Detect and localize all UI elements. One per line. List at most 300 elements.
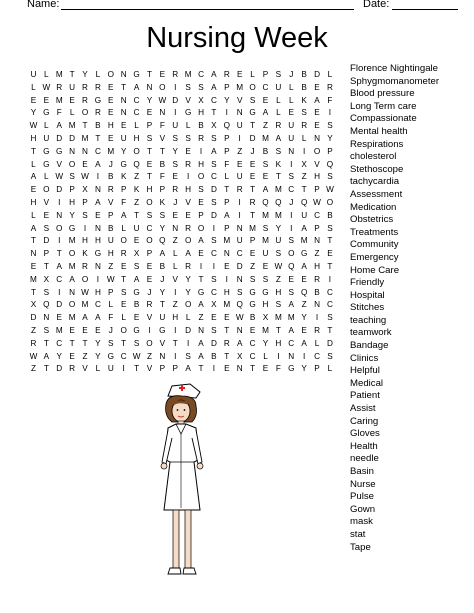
- grid-letter[interactable]: E: [224, 261, 230, 271]
- grid-letter[interactable]: M: [184, 70, 192, 79]
- grid-letter[interactable]: M: [262, 236, 269, 246]
- grid-letter[interactable]: I: [186, 338, 190, 348]
- grid-letter[interactable]: T: [30, 287, 36, 297]
- grid-letter[interactable]: H: [107, 121, 114, 131]
- grid-letter[interactable]: G: [133, 325, 140, 335]
- grid-letter[interactable]: S: [288, 236, 294, 246]
- grid-letter[interactable]: R: [185, 261, 192, 271]
- grid-letter[interactable]: O: [249, 82, 256, 92]
- grid-letter[interactable]: O: [120, 325, 127, 335]
- grid-letter[interactable]: E: [172, 172, 178, 182]
- grid-letter[interactable]: E: [211, 313, 217, 323]
- grid-letter[interactable]: T: [327, 261, 333, 271]
- grid-letter[interactable]: K: [275, 159, 282, 169]
- grid-letter[interactable]: B: [301, 82, 307, 92]
- grid-letter[interactable]: X: [43, 274, 50, 284]
- grid-letter[interactable]: M: [68, 261, 76, 271]
- grid-letter[interactable]: L: [224, 172, 230, 182]
- grid-letter[interactable]: E: [262, 261, 269, 271]
- grid-letter[interactable]: L: [172, 261, 178, 271]
- grid-letter[interactable]: S: [288, 172, 294, 182]
- grid-letter[interactable]: T: [121, 82, 127, 92]
- grid-letter[interactable]: S: [43, 287, 50, 297]
- grid-letter[interactable]: E: [30, 261, 37, 271]
- grid-letter[interactable]: E: [82, 159, 88, 169]
- grid-letter[interactable]: M: [287, 313, 295, 323]
- grid-letter[interactable]: M: [223, 236, 231, 246]
- grid-letter[interactable]: B: [108, 172, 114, 182]
- grid-letter[interactable]: E: [185, 146, 191, 156]
- grid-letter[interactable]: R: [172, 70, 179, 79]
- grid-letter[interactable]: Y: [69, 210, 75, 220]
- grid-letter[interactable]: H: [198, 108, 204, 118]
- grid-letter[interactable]: I: [174, 287, 177, 297]
- grid-letter[interactable]: Z: [314, 249, 320, 259]
- grid-letter[interactable]: N: [236, 108, 243, 118]
- grid-letter[interactable]: Q: [275, 197, 282, 207]
- grid-letter[interactable]: P: [198, 210, 204, 220]
- grid-letter[interactable]: T: [43, 364, 49, 374]
- grid-letter[interactable]: L: [31, 210, 36, 220]
- grid-letter[interactable]: E: [108, 108, 114, 118]
- grid-letter[interactable]: G: [68, 223, 76, 233]
- grid-letter[interactable]: Z: [301, 172, 307, 182]
- grid-letter[interactable]: R: [223, 338, 230, 348]
- grid-letter[interactable]: E: [224, 313, 230, 323]
- grid-letter[interactable]: E: [314, 121, 320, 131]
- grid-letter[interactable]: Y: [185, 274, 191, 284]
- grid-letter[interactable]: P: [159, 185, 166, 195]
- grid-letter[interactable]: Y: [275, 223, 282, 233]
- grid-letter[interactable]: E: [95, 210, 101, 220]
- grid-letter[interactable]: L: [31, 82, 36, 92]
- grid-letter[interactable]: I: [186, 172, 190, 182]
- grid-letter[interactable]: J: [160, 274, 165, 284]
- grid-letter[interactable]: U: [69, 82, 76, 92]
- grid-letter[interactable]: E: [198, 197, 204, 207]
- grid-letter[interactable]: T: [69, 70, 75, 79]
- grid-letter[interactable]: K: [82, 249, 88, 259]
- grid-letter[interactable]: G: [249, 300, 256, 310]
- grid-letter[interactable]: T: [43, 338, 49, 348]
- grid-letter[interactable]: G: [133, 287, 140, 297]
- grid-letter[interactable]: S: [275, 70, 282, 79]
- grid-letter[interactable]: A: [30, 223, 37, 233]
- grid-letter[interactable]: A: [262, 185, 269, 195]
- grid-letter[interactable]: S: [262, 274, 269, 284]
- grid-letter[interactable]: V: [185, 95, 191, 105]
- grid-letter[interactable]: T: [250, 121, 256, 131]
- grid-letter[interactable]: O: [159, 82, 166, 92]
- grid-letter[interactable]: N: [82, 146, 88, 156]
- grid-letter[interactable]: D: [236, 261, 243, 271]
- grid-letter[interactable]: E: [30, 95, 37, 105]
- grid-letter[interactable]: A: [82, 313, 88, 323]
- grid-letter[interactable]: E: [82, 325, 88, 335]
- grid-letter[interactable]: T: [159, 146, 165, 156]
- grid-letter[interactable]: Y: [159, 223, 166, 233]
- grid-letter[interactable]: M: [249, 223, 256, 233]
- grid-letter[interactable]: T: [134, 364, 140, 374]
- grid-letter[interactable]: N: [223, 249, 230, 259]
- grid-letter[interactable]: E: [236, 70, 243, 79]
- grid-letter[interactable]: O: [313, 146, 321, 156]
- grid-letter[interactable]: F: [159, 121, 165, 131]
- grid-letter[interactable]: I: [174, 351, 177, 361]
- grid-letter[interactable]: X: [301, 159, 307, 169]
- grid-letter[interactable]: T: [159, 300, 165, 310]
- grid-letter[interactable]: Z: [172, 300, 178, 310]
- grid-letter[interactable]: O: [146, 236, 153, 246]
- grid-letter[interactable]: U: [133, 223, 140, 233]
- grid-letter[interactable]: N: [314, 300, 320, 310]
- grid-letter[interactable]: R: [56, 82, 63, 92]
- grid-letter[interactable]: E: [120, 121, 127, 131]
- name-field[interactable]: [61, 9, 354, 10]
- grid-letter[interactable]: M: [107, 146, 115, 156]
- grid-letter[interactable]: U: [107, 236, 114, 246]
- grid-letter[interactable]: P: [159, 364, 166, 374]
- grid-letter[interactable]: A: [120, 210, 127, 220]
- grid-letter[interactable]: S: [198, 185, 204, 195]
- grid-letter[interactable]: E: [120, 261, 127, 271]
- grid-letter[interactable]: I: [225, 108, 228, 118]
- grid-letter[interactable]: O: [146, 338, 153, 348]
- grid-letter[interactable]: I: [315, 313, 319, 323]
- grid-letter[interactable]: E: [159, 70, 166, 79]
- date-field[interactable]: [392, 9, 458, 10]
- grid-letter[interactable]: S: [327, 351, 333, 361]
- grid-letter[interactable]: S: [275, 146, 282, 156]
- grid-letter[interactable]: D: [56, 300, 63, 310]
- grid-letter[interactable]: R: [314, 325, 320, 335]
- grid-letter[interactable]: H: [133, 133, 140, 143]
- grid-letter[interactable]: O: [197, 172, 205, 182]
- grid-letter[interactable]: R: [82, 95, 88, 105]
- grid-letter[interactable]: R: [120, 249, 127, 259]
- grid-letter[interactable]: L: [172, 249, 178, 259]
- grid-letter[interactable]: J: [250, 146, 255, 156]
- grid-letter[interactable]: O: [43, 185, 50, 195]
- grid-letter[interactable]: A: [224, 210, 230, 220]
- grid-letter[interactable]: E: [69, 95, 75, 105]
- grid-letter[interactable]: T: [327, 325, 333, 335]
- grid-letter[interactable]: B: [95, 121, 101, 131]
- grid-letter[interactable]: P: [314, 223, 320, 233]
- grid-letter[interactable]: S: [301, 108, 307, 118]
- grid-letter[interactable]: Z: [198, 313, 204, 323]
- grid-letter[interactable]: J: [289, 70, 294, 79]
- grid-letter[interactable]: D: [69, 133, 76, 143]
- grid-letter[interactable]: A: [314, 95, 320, 105]
- grid-letter[interactable]: L: [44, 172, 49, 182]
- grid-letter[interactable]: C: [133, 108, 140, 118]
- grid-letter[interactable]: E: [262, 172, 269, 182]
- grid-letter[interactable]: G: [94, 249, 102, 259]
- grid-letter[interactable]: H: [94, 236, 101, 246]
- grid-letter[interactable]: U: [236, 236, 243, 246]
- grid-letter[interactable]: T: [82, 338, 88, 348]
- grid-letter[interactable]: M: [81, 133, 89, 143]
- grid-letter[interactable]: U: [275, 236, 282, 246]
- grid-letter[interactable]: I: [238, 197, 241, 207]
- grid-letter[interactable]: E: [146, 108, 153, 118]
- grid-letter[interactable]: T: [56, 249, 62, 259]
- grid-letter[interactable]: I: [174, 108, 177, 118]
- grid-letter[interactable]: O: [146, 197, 153, 207]
- grid-letter[interactable]: S: [133, 261, 140, 271]
- grid-letter[interactable]: D: [210, 185, 217, 195]
- grid-letter[interactable]: G: [262, 287, 269, 297]
- grid-letter[interactable]: U: [288, 121, 295, 131]
- grid-letter[interactable]: T: [43, 261, 49, 271]
- grid-letter[interactable]: A: [69, 274, 75, 284]
- grid-letter[interactable]: L: [288, 95, 294, 105]
- grid-letter[interactable]: Y: [120, 146, 127, 156]
- grid-letter[interactable]: C: [314, 210, 320, 220]
- grid-letter[interactable]: E: [95, 325, 101, 335]
- grid-letter[interactable]: I: [122, 364, 125, 374]
- grid-letter[interactable]: U: [236, 121, 243, 131]
- grid-letter[interactable]: L: [134, 121, 139, 131]
- grid-letter[interactable]: S: [275, 300, 282, 310]
- grid-letter[interactable]: W: [81, 172, 89, 182]
- grid-letter[interactable]: Q: [300, 197, 308, 207]
- grid-letter[interactable]: X: [211, 121, 217, 131]
- grid-letter[interactable]: T: [198, 274, 204, 284]
- grid-letter[interactable]: S: [43, 223, 50, 233]
- grid-letter[interactable]: I: [174, 82, 177, 92]
- grid-letter[interactable]: S: [288, 287, 294, 297]
- grid-letter[interactable]: C: [120, 351, 127, 361]
- grid-letter[interactable]: N: [288, 146, 295, 156]
- grid-letter[interactable]: R: [146, 300, 153, 310]
- grid-letter[interactable]: S: [275, 249, 282, 259]
- grid-letter[interactable]: K: [120, 172, 127, 182]
- grid-letter[interactable]: N: [120, 108, 127, 118]
- grid-letter[interactable]: K: [133, 185, 140, 195]
- grid-letter[interactable]: E: [249, 172, 256, 182]
- grid-letter[interactable]: B: [262, 146, 269, 156]
- grid-letter[interactable]: M: [262, 133, 269, 143]
- grid-letter[interactable]: S: [185, 133, 191, 143]
- grid-letter[interactable]: T: [250, 210, 256, 220]
- grid-letter[interactable]: Q: [133, 159, 140, 169]
- grid-letter[interactable]: R: [223, 70, 230, 79]
- grid-letter[interactable]: H: [275, 338, 282, 348]
- grid-letter[interactable]: O: [68, 249, 76, 259]
- grid-letter[interactable]: Z: [134, 197, 140, 207]
- grid-letter[interactable]: H: [185, 185, 192, 195]
- grid-letter[interactable]: Q: [236, 300, 243, 310]
- grid-letter[interactable]: U: [159, 313, 166, 323]
- grid-letter[interactable]: E: [172, 210, 178, 220]
- grid-letter[interactable]: G: [120, 159, 127, 169]
- grid-letter[interactable]: G: [249, 287, 256, 297]
- grid-letter[interactable]: Y: [301, 313, 307, 323]
- grid-letter[interactable]: S: [211, 197, 217, 207]
- grid-letter[interactable]: G: [249, 108, 256, 118]
- grid-letter[interactable]: S: [211, 274, 217, 284]
- grid-letter[interactable]: R: [30, 338, 37, 348]
- grid-letter[interactable]: T: [327, 236, 333, 246]
- grid-letter[interactable]: V: [146, 364, 153, 374]
- grid-letter[interactable]: Q: [326, 159, 334, 169]
- grid-letter[interactable]: T: [211, 108, 217, 118]
- grid-letter[interactable]: O: [326, 197, 334, 207]
- grid-letter[interactable]: L: [44, 121, 49, 131]
- grid-letter[interactable]: Z: [30, 364, 36, 374]
- grid-letter[interactable]: G: [43, 146, 50, 156]
- grid-letter[interactable]: N: [159, 108, 166, 118]
- grid-letter[interactable]: C: [146, 223, 153, 233]
- grid-letter[interactable]: V: [185, 197, 191, 207]
- grid-letter[interactable]: E: [327, 249, 333, 259]
- grid-letter[interactable]: G: [159, 325, 166, 335]
- grid-letter[interactable]: E: [120, 300, 127, 310]
- grid-letter[interactable]: F: [121, 197, 127, 207]
- grid-letter[interactable]: P: [224, 146, 230, 156]
- grid-letter[interactable]: I: [96, 274, 100, 284]
- grid-letter[interactable]: A: [185, 249, 191, 259]
- grid-letter[interactable]: L: [276, 108, 281, 118]
- grid-letter[interactable]: W: [326, 185, 334, 195]
- grid-letter[interactable]: B: [211, 351, 217, 361]
- grid-letter[interactable]: Y: [95, 351, 101, 361]
- grid-letter[interactable]: X: [198, 95, 204, 105]
- grid-letter[interactable]: D: [185, 325, 192, 335]
- grid-letter[interactable]: Z: [30, 325, 36, 335]
- grid-letter[interactable]: I: [238, 210, 241, 220]
- grid-letter[interactable]: H: [94, 287, 101, 297]
- grid-letter[interactable]: W: [235, 313, 244, 323]
- grid-letter[interactable]: E: [249, 159, 256, 169]
- grid-letter[interactable]: D: [56, 133, 63, 143]
- grid-letter[interactable]: M: [55, 325, 63, 335]
- grid-letter[interactable]: E: [43, 95, 50, 105]
- grid-letter[interactable]: S: [185, 82, 191, 92]
- grid-letter[interactable]: A: [159, 249, 166, 259]
- grid-letter[interactable]: A: [133, 82, 140, 92]
- grid-letter[interactable]: Z: [82, 351, 88, 361]
- grid-letter[interactable]: S: [327, 223, 333, 233]
- grid-letter[interactable]: E: [108, 95, 114, 105]
- grid-letter[interactable]: T: [250, 364, 256, 374]
- grid-letter[interactable]: E: [133, 236, 140, 246]
- grid-letter[interactable]: E: [314, 82, 320, 92]
- grid-letter[interactable]: I: [58, 236, 61, 246]
- grid-letter[interactable]: E: [185, 210, 191, 220]
- grid-letter[interactable]: T: [121, 274, 127, 284]
- grid-letter[interactable]: L: [95, 70, 101, 79]
- grid-letter[interactable]: B: [327, 210, 333, 220]
- grid-letter[interactable]: O: [56, 223, 63, 233]
- grid-letter[interactable]: M: [223, 300, 231, 310]
- grid-letter[interactable]: P: [249, 236, 256, 246]
- grid-letter[interactable]: N: [236, 223, 243, 233]
- grid-letter[interactable]: I: [290, 210, 293, 220]
- grid-letter[interactable]: M: [68, 121, 76, 131]
- grid-letter[interactable]: M: [81, 300, 89, 310]
- grid-letter[interactable]: R: [185, 223, 192, 233]
- grid-letter[interactable]: O: [68, 159, 76, 169]
- grid-letter[interactable]: D: [30, 313, 37, 323]
- grid-letter[interactable]: I: [212, 364, 216, 374]
- grid-letter[interactable]: L: [263, 351, 268, 361]
- grid-letter[interactable]: D: [210, 338, 217, 348]
- grid-letter[interactable]: C: [326, 287, 333, 297]
- grid-letter[interactable]: S: [327, 121, 333, 131]
- grid-letter[interactable]: V: [236, 95, 243, 105]
- grid-letter[interactable]: E: [69, 351, 75, 361]
- grid-letter[interactable]: P: [224, 82, 230, 92]
- grid-letter[interactable]: E: [69, 325, 75, 335]
- grid-letter[interactable]: H: [146, 185, 153, 195]
- grid-letter[interactable]: L: [327, 70, 333, 79]
- grid-letter[interactable]: L: [185, 313, 191, 323]
- grid-letter[interactable]: E: [301, 325, 307, 335]
- grid-letter[interactable]: F: [159, 172, 165, 182]
- grid-letter[interactable]: R: [82, 82, 88, 92]
- grid-letter[interactable]: E: [56, 313, 62, 323]
- grid-letter[interactable]: S: [43, 325, 50, 335]
- grid-letter[interactable]: Y: [172, 146, 178, 156]
- grid-letter[interactable]: I: [199, 146, 203, 156]
- grid-letter[interactable]: R: [301, 121, 308, 131]
- grid-letter[interactable]: Q: [223, 121, 230, 131]
- grid-letter[interactable]: O: [184, 236, 192, 246]
- grid-letter[interactable]: G: [94, 95, 102, 105]
- grid-letter[interactable]: W: [106, 274, 115, 284]
- grid-letter[interactable]: L: [314, 338, 320, 348]
- grid-letter[interactable]: N: [69, 146, 76, 156]
- grid-letter[interactable]: S: [327, 313, 333, 323]
- grid-letter[interactable]: E: [249, 249, 256, 259]
- grid-letter[interactable]: H: [314, 261, 320, 271]
- grid-letter[interactable]: E: [43, 210, 50, 220]
- grid-letter[interactable]: T: [30, 236, 36, 246]
- grid-letter[interactable]: B: [133, 300, 140, 310]
- grid-letter[interactable]: S: [133, 338, 140, 348]
- grid-letter[interactable]: D: [56, 364, 63, 374]
- grid-letter[interactable]: T: [224, 325, 230, 335]
- grid-letter[interactable]: H: [198, 159, 204, 169]
- grid-letter[interactable]: I: [290, 223, 293, 233]
- grid-letter[interactable]: R: [314, 274, 320, 284]
- grid-letter[interactable]: I: [303, 146, 306, 156]
- grid-letter[interactable]: U: [30, 70, 37, 79]
- grid-letter[interactable]: R: [198, 133, 204, 143]
- grid-letter[interactable]: I: [277, 351, 280, 361]
- grid-letter[interactable]: H: [314, 172, 320, 182]
- grid-letter[interactable]: U: [120, 133, 127, 143]
- grid-letter[interactable]: I: [212, 261, 216, 271]
- grid-letter[interactable]: D: [172, 95, 179, 105]
- grid-letter[interactable]: H: [275, 287, 282, 297]
- grid-letter[interactable]: P: [108, 287, 114, 297]
- grid-letter[interactable]: P: [146, 121, 153, 131]
- grid-letter[interactable]: R: [185, 159, 192, 169]
- grid-letter[interactable]: R: [172, 185, 179, 195]
- grid-letter[interactable]: A: [288, 325, 294, 335]
- grid-letter[interactable]: Y: [301, 364, 307, 374]
- grid-letter[interactable]: A: [236, 338, 243, 348]
- grid-letter[interactable]: A: [262, 108, 269, 118]
- grid-letter[interactable]: E: [146, 274, 153, 284]
- grid-letter[interactable]: A: [301, 223, 307, 233]
- grid-letter[interactable]: D: [326, 338, 333, 348]
- grid-letter[interactable]: Z: [262, 121, 268, 131]
